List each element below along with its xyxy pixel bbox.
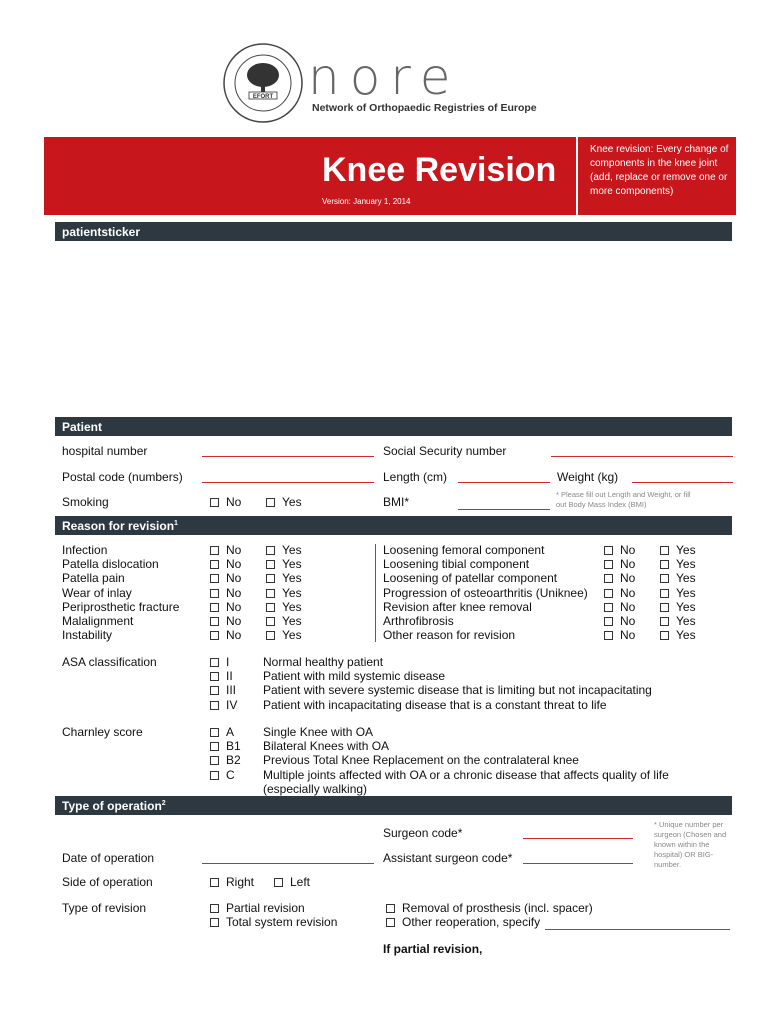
reason-label: Loosening tibial component: [383, 557, 530, 572]
date-label: Date of operation: [62, 851, 155, 865]
side-right-checkbox[interactable]: Right: [210, 875, 254, 889]
section-reason: Reason for revision$^1$: [55, 516, 732, 535]
reason-label: Loosening of patellar component: [383, 571, 558, 586]
seal-text: EFORT: [252, 94, 274, 100]
length-label: Length (cm): [383, 470, 448, 484]
efort-seal-icon: [222, 42, 304, 124]
assistant-code-label: Assistant surgeon code*: [383, 851, 513, 865]
surgeon-code-label: Surgeon code*: [383, 826, 463, 840]
brand-name: nore: [308, 48, 461, 106]
header-note: Knee revision: Every change of components in the knee joint (add, replace or remove one or more components): [578, 137, 736, 215]
reason-label: Other reason for revision: [383, 628, 516, 643]
reasons-right-yes[interactable]: Yes Yes Yes Yes Yes Yes Yes: [660, 543, 696, 642]
total-revision-checkbox[interactable]: Total system revision: [210, 915, 337, 929]
ssn-label: Social Security number: [383, 444, 507, 458]
reasons-left-yes[interactable]: Yes Yes Yes Yes Yes Yes Yes: [266, 543, 302, 642]
bmi-label: BMI*: [383, 495, 410, 509]
smoking-label: Smoking: [62, 495, 109, 509]
partial-revision-heading: If partial revision,: [383, 942, 483, 956]
reason-label: Revision after knee removal: [383, 599, 532, 614]
reasons-left-list: [62, 543, 179, 642]
length-field[interactable]: [458, 482, 550, 483]
nore-logo: [222, 40, 537, 130]
bmi-note: * Please fill out Length and Weight, or fill out Body Mass Index (BMI): [556, 490, 691, 509]
postal-code-field[interactable]: [202, 482, 374, 483]
other-reoperation-checkbox[interactable]: Other reoperation, specify: [386, 915, 540, 929]
reasons-right-no[interactable]: No No No No No No No: [604, 543, 635, 642]
reason-label: Progression of osteoarthritis (Uniknee): [383, 585, 588, 600]
removal-checkbox[interactable]: Removal of prosthesis (incl. spacer): [386, 901, 593, 915]
reason-label: Wear of inlay: [62, 585, 132, 600]
page-title: Knee Revision: [322, 151, 557, 189]
reason-label: Loosening femoral component: [383, 543, 545, 557]
reasons-left-no[interactable]: No No No No No No No: [210, 543, 241, 642]
assistant-code-field[interactable]: [523, 863, 633, 864]
smoking-yes-checkbox[interactable]: Yes: [266, 495, 302, 509]
reasons-right-list: [383, 543, 588, 642]
surgeon-code-field[interactable]: [523, 838, 633, 839]
reason-label: Malalignment: [62, 614, 134, 629]
asa-descriptions: Normal healthy patient Patient with mild systemic disease Patient with severe systemic disease that is limiting but not incapacitating Patient with incapacitating disease that is a constant threat to life: [263, 655, 652, 712]
surgeon-note: * Unique number per surgeon (Chosen and known within the hospital) OR BIG-number.: [654, 820, 727, 869]
column-divider: [375, 544, 376, 642]
asa-label: ASA classification: [62, 655, 157, 669]
reason-label: Arthrofibrosis: [383, 614, 454, 629]
side-label: Side of operation: [62, 875, 153, 889]
reason-label: Patella pain: [62, 571, 125, 586]
date-field[interactable]: [202, 863, 374, 864]
reason-label: Infection: [62, 543, 108, 557]
side-left-checkbox[interactable]: Left: [274, 875, 310, 889]
ssn-field[interactable]: [551, 456, 733, 457]
reason-label: Instability: [62, 628, 113, 643]
section-patient: Patient: [55, 417, 732, 436]
other-reoperation-field[interactable]: [545, 929, 730, 930]
brand-subtitle: Network of Orthopaedic Registries of Europe: [312, 102, 537, 114]
reason-label: Patella dislocation: [62, 557, 159, 572]
asa-options[interactable]: I II III IV: [210, 655, 237, 712]
postal-code-label: Postal code (numbers): [62, 470, 183, 484]
reason-label: Periprosthetic fracture: [62, 599, 180, 614]
partial-revision-checkbox[interactable]: Partial revision: [210, 901, 305, 915]
weight-field[interactable]: [632, 482, 733, 483]
charnley-label: Charnley score: [62, 725, 143, 739]
charnley-options[interactable]: A B1 B2 C: [210, 725, 241, 782]
hospital-number-label: hospital number: [62, 444, 148, 458]
weight-label: Weight (kg): [557, 470, 619, 484]
type-revision-label: Type of revision: [62, 901, 147, 915]
hospital-number-field[interactable]: [202, 456, 374, 457]
bmi-field[interactable]: [458, 509, 550, 510]
smoking-no-checkbox[interactable]: No: [210, 495, 241, 509]
section-type-operation: Type of operation$^2$: [55, 796, 732, 815]
section-patientsticker: patientsticker: [55, 222, 732, 241]
version-text: Version: January 1, 2014: [322, 197, 411, 206]
charnley-descriptions: Single Knee with OA Bilateral Knees with OA Previous Total Knee Replacement on the contralateral knee Multiple joints affected with OA or a chronic disease that affects quality of life (especially walking): [263, 725, 669, 796]
